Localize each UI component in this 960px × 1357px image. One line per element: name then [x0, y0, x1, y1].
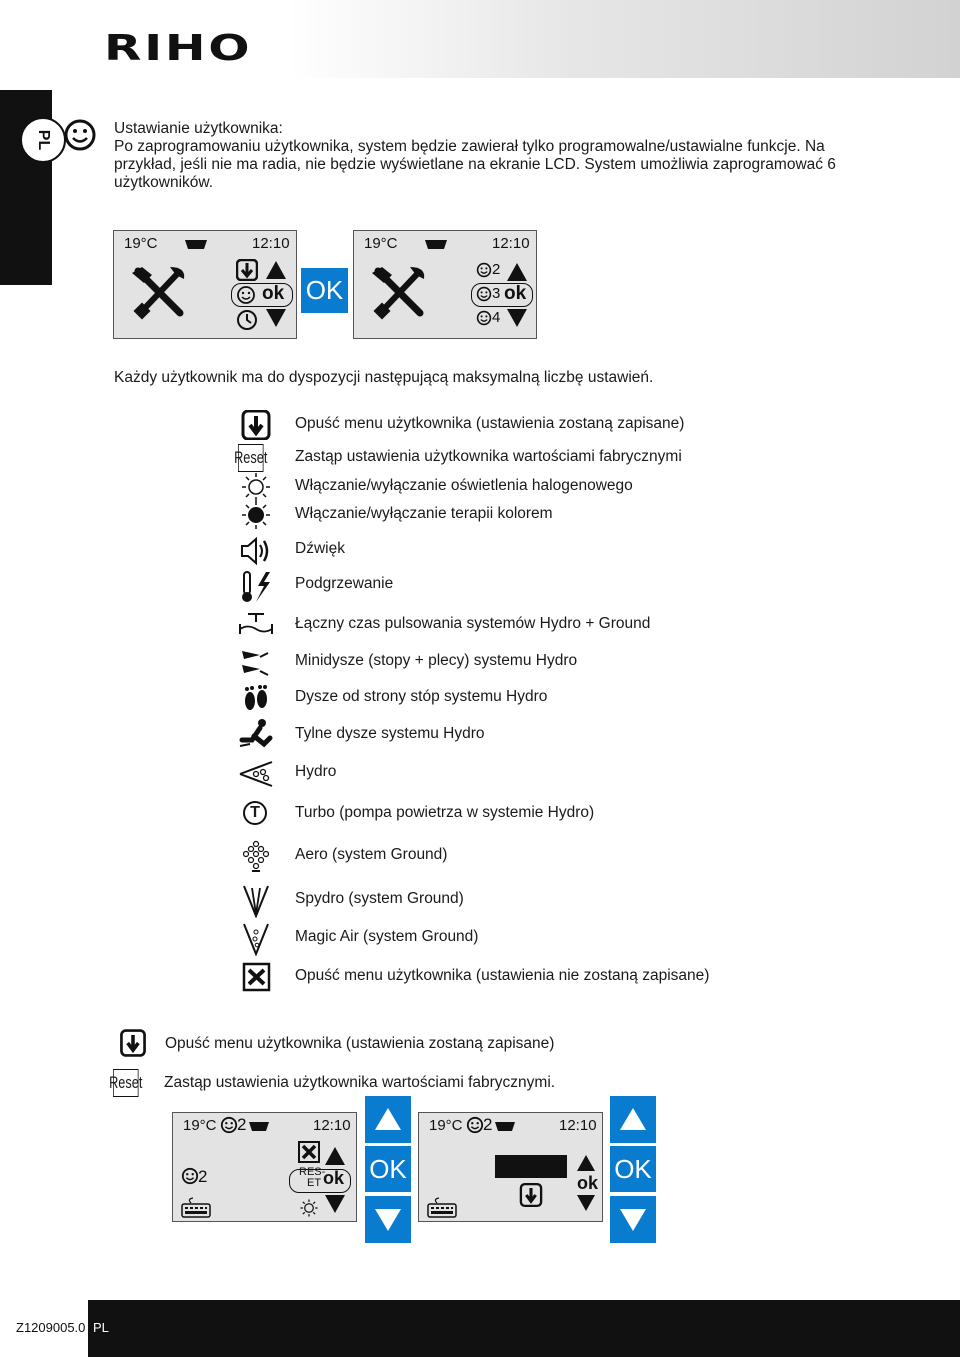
- screen2-time: 12:10: [492, 235, 530, 252]
- exit-save-icon: [236, 259, 258, 281]
- user-smiley-icon: [476, 310, 492, 326]
- lcd-screen-4: [418, 1112, 603, 1222]
- screen4-temperature: 19°C: [429, 1117, 463, 1134]
- legend-text-4: Dźwięk: [295, 540, 345, 557]
- arrow-up-icon: [507, 263, 527, 281]
- feet-jets-icon: [238, 683, 274, 713]
- legend-text-2: Włączanie/wyłączanie oświetlenia halogenowego: [295, 477, 633, 494]
- hydro-icon: [238, 758, 274, 788]
- screen1-ok-label: ok: [262, 283, 285, 304]
- aero-icon: [238, 840, 274, 874]
- footer-bar: [88, 1300, 960, 1357]
- exit-nosave-icon: [298, 1141, 320, 1163]
- bathtub-icon: [248, 1121, 270, 1132]
- arrow-down-icon: [325, 1195, 345, 1213]
- exit-save-icon: [238, 410, 274, 440]
- screen3-user-left: 2: [198, 1167, 208, 1186]
- clock-icon: [236, 309, 258, 331]
- footer-language: PL: [93, 1320, 109, 1335]
- screen4-time: 12:10: [559, 1117, 597, 1134]
- legend-text-9: Tylne dysze systemu Hydro: [295, 725, 485, 742]
- bathtub-icon: [494, 1121, 516, 1132]
- halogen-light-icon: [298, 1197, 320, 1219]
- arrow-up-icon: [577, 1155, 595, 1171]
- screen3-ok-label: ok: [323, 1168, 345, 1188]
- legend-text-12: Aero (system Ground): [295, 846, 448, 863]
- ok-button[interactable]: OK: [365, 1146, 411, 1192]
- tools-icon: [130, 265, 188, 321]
- heating-icon: [238, 570, 274, 604]
- exit-save-icon: [517, 1181, 545, 1209]
- legend-text-15: Opuść menu użytkownika (ustawienia nie zostaną zapisane): [295, 967, 710, 984]
- exit-nosave-icon: [238, 962, 274, 992]
- user-smiley-icon: [220, 1116, 238, 1134]
- screen2-user-4: 4: [492, 309, 501, 326]
- arrow-up-icon: [620, 1108, 646, 1130]
- down-button[interactable]: [365, 1196, 411, 1243]
- screen3-reset-a: RES-: [299, 1166, 326, 1178]
- spydro-icon: [238, 884, 274, 918]
- arrow-down-icon: [507, 309, 527, 327]
- intro-line-3: użytkowników.: [114, 174, 214, 191]
- legend-text-6: Łączny czas pulsowania systemów Hydro + Ground: [295, 615, 651, 632]
- intro-line-1: Po zaprogramowaniu użytkownika, system będzie zawierał tylko programowalne/ustawialne funkcje. Na: [114, 138, 825, 155]
- user-smiley-icon: [476, 286, 492, 302]
- intro-line-2: przykład, jeśli nie ma radia, nie będzie wyświetlane na ekranie LCD. System umożliwia zaprogramować 6: [114, 156, 836, 173]
- color-therapy-icon: [238, 500, 274, 530]
- turbo-icon: T: [243, 801, 267, 825]
- user-smiley-icon: [181, 1167, 199, 1185]
- arrow-up-icon: [325, 1147, 345, 1165]
- screen1-time: 12:10: [252, 235, 290, 252]
- language-label: PL: [35, 129, 52, 151]
- legend-text-8: Dysze od strony stóp systemu Hydro: [295, 688, 548, 705]
- mini-jets-icon: [238, 647, 274, 677]
- arrow-up-icon: [266, 261, 286, 279]
- arrow-down-icon: [266, 309, 286, 327]
- user-smiley-icon: [63, 118, 97, 152]
- keyboard-icon: [427, 1197, 457, 1219]
- down-button[interactable]: [610, 1196, 656, 1243]
- bathtub-icon: [424, 239, 448, 251]
- screen2-user-2: 2: [492, 261, 501, 278]
- back-jets-icon: [238, 718, 274, 750]
- legend-text-1: Zastąp ustawienia użytkownika wartościami fabrycznymi: [295, 448, 682, 465]
- screen3-reset-b: ET: [307, 1177, 322, 1189]
- reset-icon: Reset: [238, 444, 264, 472]
- bathtub-icon: [184, 239, 208, 251]
- screen2-ok-label: ok: [504, 283, 527, 304]
- screen1-temperature: 19°C: [124, 235, 158, 252]
- arrow-down-icon: [577, 1195, 595, 1211]
- legend-text-7: Minidysze (stopy + plecy) systemu Hydro: [295, 652, 578, 669]
- up-button[interactable]: [365, 1096, 411, 1143]
- keyboard-icon: [181, 1197, 211, 1219]
- screen2-user-3: 3: [492, 285, 501, 302]
- arrow-up-icon: [375, 1108, 401, 1130]
- total-time-icon: [238, 610, 274, 640]
- halogen-light-icon: [238, 472, 274, 502]
- lcd-screen-2: [353, 230, 537, 339]
- bottom-exit-text: Opuść menu użytkownika (ustawienia zostaną zapisane): [165, 1035, 555, 1052]
- ok-button[interactable]: OK: [301, 268, 348, 313]
- legend-text-14: Magic Air (system Ground): [295, 928, 479, 945]
- up-button[interactable]: [610, 1096, 656, 1143]
- each-user-text: Każdy użytkownik ma do dyspozycji następującą maksymalną liczbę ustawień.: [114, 369, 654, 386]
- legend-text-13: Spydro (system Ground): [295, 890, 464, 907]
- legend-text-3: Włączanie/wyłączanie terapii kolorem: [295, 505, 553, 522]
- legend-text-5: Podgrzewanie: [295, 575, 394, 592]
- lcd-screen-1: [113, 230, 297, 339]
- lcd-screen-3: [172, 1112, 357, 1222]
- reset-icon: Reset: [113, 1069, 139, 1097]
- screen3-time: 12:10: [313, 1117, 351, 1134]
- arrow-down-icon: [375, 1209, 401, 1231]
- document-code: Z1209005.0: [16, 1320, 86, 1335]
- arrow-down-icon: [620, 1209, 646, 1231]
- screen3-temperature: 19°C: [183, 1117, 217, 1134]
- riho-logo: RIHO: [104, 28, 253, 69]
- user-smiley-icon: [476, 262, 492, 278]
- screen2-temperature: 19°C: [364, 235, 398, 252]
- screen4-ok-label: ok: [577, 1173, 599, 1193]
- sound-icon: [238, 536, 274, 566]
- user-smiley-icon: [236, 285, 256, 305]
- bottom-reset-text: Zastąp ustawienia użytkownika wartościami fabrycznymi.: [164, 1074, 556, 1091]
- ok-button[interactable]: OK: [610, 1146, 656, 1192]
- user-smiley-icon: [466, 1116, 484, 1134]
- exit-save-icon: [117, 1028, 149, 1058]
- tools-icon: [370, 265, 428, 321]
- highlight-bar: [495, 1155, 567, 1178]
- language-badge: [20, 117, 66, 163]
- legend-text-0: Opuść menu użytkownika (ustawienia zostaną zapisane): [295, 415, 685, 432]
- screen3-user: 2: [237, 1115, 247, 1134]
- magic-air-icon: [238, 922, 274, 956]
- legend-text-10: Hydro: [295, 763, 337, 780]
- screen4-user: 2: [483, 1115, 493, 1134]
- intro-title: Ustawianie użytkownika:: [114, 120, 283, 137]
- legend-text-11: Turbo (pompa powietrza w systemie Hydro): [295, 804, 595, 821]
